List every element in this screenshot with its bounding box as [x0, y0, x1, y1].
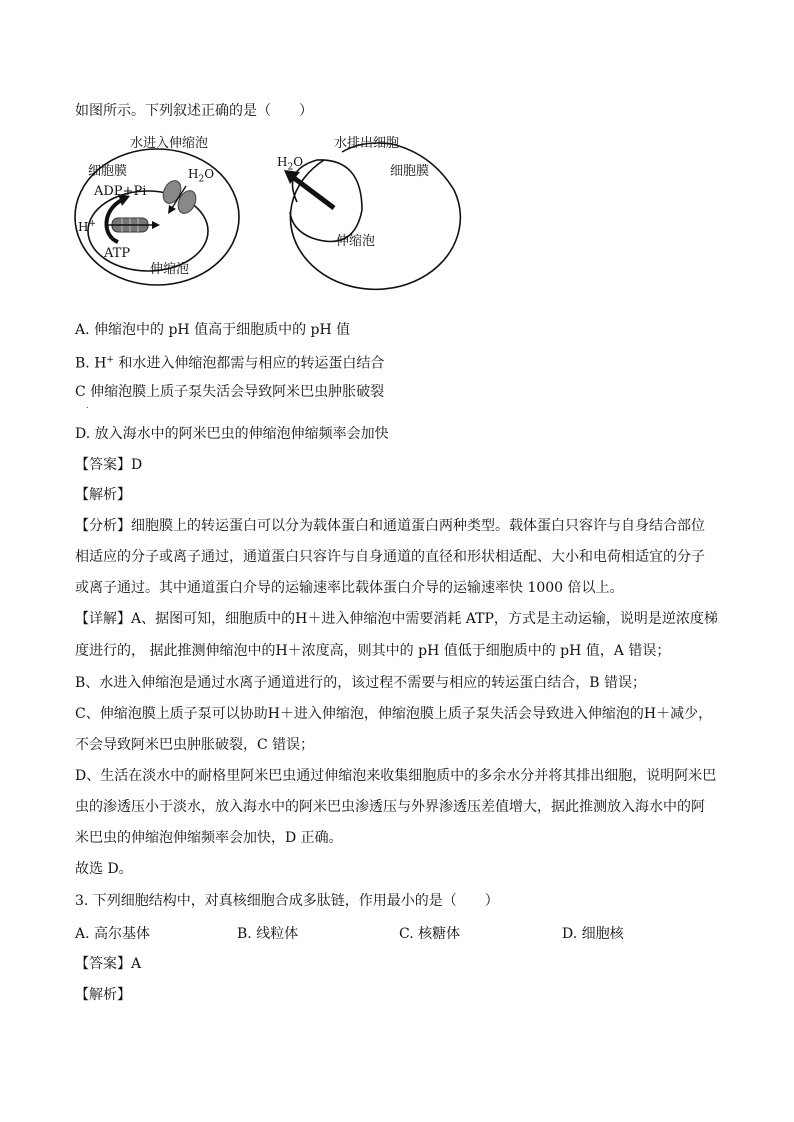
analysis-line-5: 度进行的， 据此推测伸缩泡中的H＋浓度高，则其中的 pH 值低于细胞质中的 pH 值，A 错误； [75, 643, 671, 659]
analysis-line-2: 相适应的分子或离子通过，通道蛋白只容许与自身通道的直径和形状相适配、大小和电荷相适宜的分子 [75, 549, 705, 565]
analysis-line-4: 【详解】A、据图可知，细胞质中的H＋进入伸缩泡中需要消耗 ATP，方式是主动运输，说明是逆浓度梯 [75, 611, 718, 627]
option-a: A. 伸缩泡中的 pH 值高于细胞质中的 pH 值 [75, 322, 351, 338]
option-d: D. 放入海水中的阿米巴虫的伸缩泡伸缩频率会加快 [75, 426, 389, 442]
analysis-line-1: 【分析】细胞膜上的转运蛋白可以分为载体蛋白和通道蛋白两种类型。载体蛋白只容许与自身结合部位 [75, 518, 705, 534]
analysis-label-2: 【解析】 [75, 987, 131, 1003]
h2o-label-left: $H_2O$ [188, 167, 215, 185]
q3-option-a: A. 高尔基体 [75, 926, 151, 942]
adp-pi-label: ADP+Pi [94, 184, 147, 199]
analysis-line-12: 故选 D。 [75, 861, 133, 877]
atp-label: ATP [104, 246, 131, 261]
membrane-label-left: 细胞膜 [88, 164, 128, 179]
vacuole-label-right: 伸缩泡 [336, 234, 376, 249]
question-intro: 如图所示。下列叙述正确的是（ ） [75, 103, 313, 119]
analysis-line-7: C、伸缩泡膜上质子泵可以协助H＋进入伸缩泡，伸缩泡膜上质子泵失活会导致进入伸缩泡的H＋减少， [75, 706, 713, 722]
option-c-dot: . [86, 401, 89, 410]
answer-1: 【答案】D [75, 457, 143, 473]
analysis-line-3: 或离子通过。其中通道蛋白介导的运输速率比载体蛋白介导的运输速率快 1000 倍以上。 [75, 580, 624, 596]
h2o-label-right: $H_2O$ [277, 155, 304, 173]
analysis-line-9: D、生活在淡水中的耐格里阿米巴虫通过伸缩泡来收集细胞质中的多余水分并将其排出细胞，说明阿米巴 [75, 768, 717, 784]
membrane-label-right: 细胞膜 [390, 164, 430, 179]
vacuole-label-left: 伸缩泡 [150, 262, 190, 277]
analysis-line-6: B、水进入伸缩泡是通过水离子通道进行的，该过程不需要与相应的转运蛋白结合，B 错误； [75, 675, 647, 691]
contractile-vacuole-figure [72, 130, 472, 305]
right-title: 水排出细胞 [334, 136, 400, 151]
analysis-line-11: 米巴虫的伸缩泡伸缩频率会加快，D 正确。 [75, 830, 343, 846]
question-3-stem: 3. 下列细胞结构中，对真核细胞合成多肽链，作用最小的是（ ） [75, 893, 499, 909]
option-b: B. H+ 和水进入伸缩泡都需与相应的转运蛋白结合 [75, 355, 385, 372]
h-plus-label: H+ [78, 219, 97, 234]
analysis-line-10: 虫的渗透压小于淡水，放入海水中的阿米巴虫渗透压与外界渗透压差值增大，据此推测放入海水中的阿 [75, 799, 705, 815]
left-title: 水进入伸缩泡 [130, 136, 209, 151]
analysis-label-1: 【解析】 [75, 487, 131, 503]
water-exit-arrow [294, 178, 334, 208]
right-cell-membrane [290, 143, 460, 289]
q3-option-c: C. 核糖体 [399, 926, 461, 942]
figure-diagram [72, 130, 472, 305]
analysis-line-8: 不会导致阿米巴虫肿胀破裂，C 错误； [75, 737, 315, 753]
answer-2: 【答案】A [75, 956, 142, 972]
q3-option-d: D. 细胞核 [562, 926, 624, 942]
q3-option-b: B. 线粒体 [237, 926, 299, 942]
option-c: C 伸缩泡膜上质子泵失活会导致阿米巴虫肿胀破裂 [75, 384, 385, 400]
